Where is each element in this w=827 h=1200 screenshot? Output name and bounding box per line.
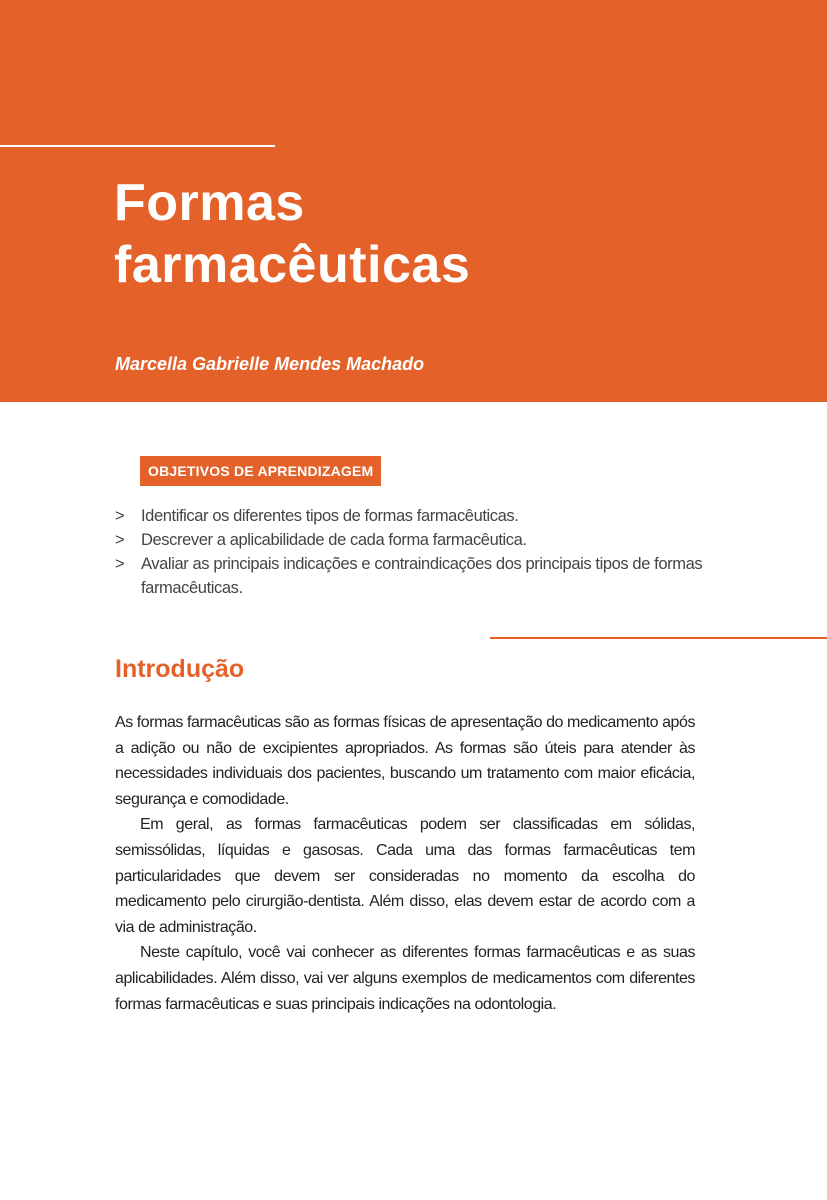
title-line-1: Formas (114, 174, 305, 232)
title-line-2: farmacêuticas (114, 236, 471, 294)
objectives-list (115, 504, 715, 600)
objectives-badge: OBJETIVOS DE APRENDIZAGEM (140, 456, 381, 486)
paragraph: Em geral, as formas farmacêuticas podem ser classificadas em sólidas, semissólidas, líquidas e gasosas. Cada uma das formas farmacêuticas tem particularidades que devem ser consideradas no momento da escolha do medicamento pelo cirurgião-dentista. Além disso, elas devem estar de acordo com a via de administração. (115, 816, 695, 936)
paragraph: Neste capítulo, você vai conhecer as diferentes formas farmacêuticas e as suas aplicabilidades. Além disso, vai ver alguns exemplos de medicamentos com diferentes formas farmacêuticas e suas principais indicações na odontologia. (115, 944, 695, 1013)
chevron-icon: > (115, 555, 125, 573)
chevron-icon: > (115, 531, 125, 549)
objective-text: Identificar os diferentes tipos de formas farmacêuticas. (141, 507, 519, 525)
objective-item (115, 504, 715, 528)
objective-item (115, 552, 715, 600)
author: Marcella Gabrielle Mendes Machado (115, 354, 425, 374)
section-divider (490, 637, 827, 639)
header-divider (0, 145, 275, 147)
objective-item (115, 528, 715, 552)
chevron-icon: > (115, 507, 125, 525)
paragraph: As formas farmacêuticas são as formas físicas de apresentação do medicamento após a adição ou não de excipientes apropriados. As formas são úteis para atender às necessidades individuais dos pacientes, buscando um tratamento com maior eficácia, segurança e comodidade. (115, 714, 695, 808)
objective-text: Descrever a aplicabilidade de cada forma farmacêutica. (141, 531, 527, 549)
chapter-title (114, 172, 470, 296)
intro-body (115, 710, 695, 1017)
section-heading: Introdução (115, 655, 245, 683)
objective-text: Avaliar as principais indicações e contraindicações dos principais tipos de formas farmacêuticas. (141, 555, 703, 597)
